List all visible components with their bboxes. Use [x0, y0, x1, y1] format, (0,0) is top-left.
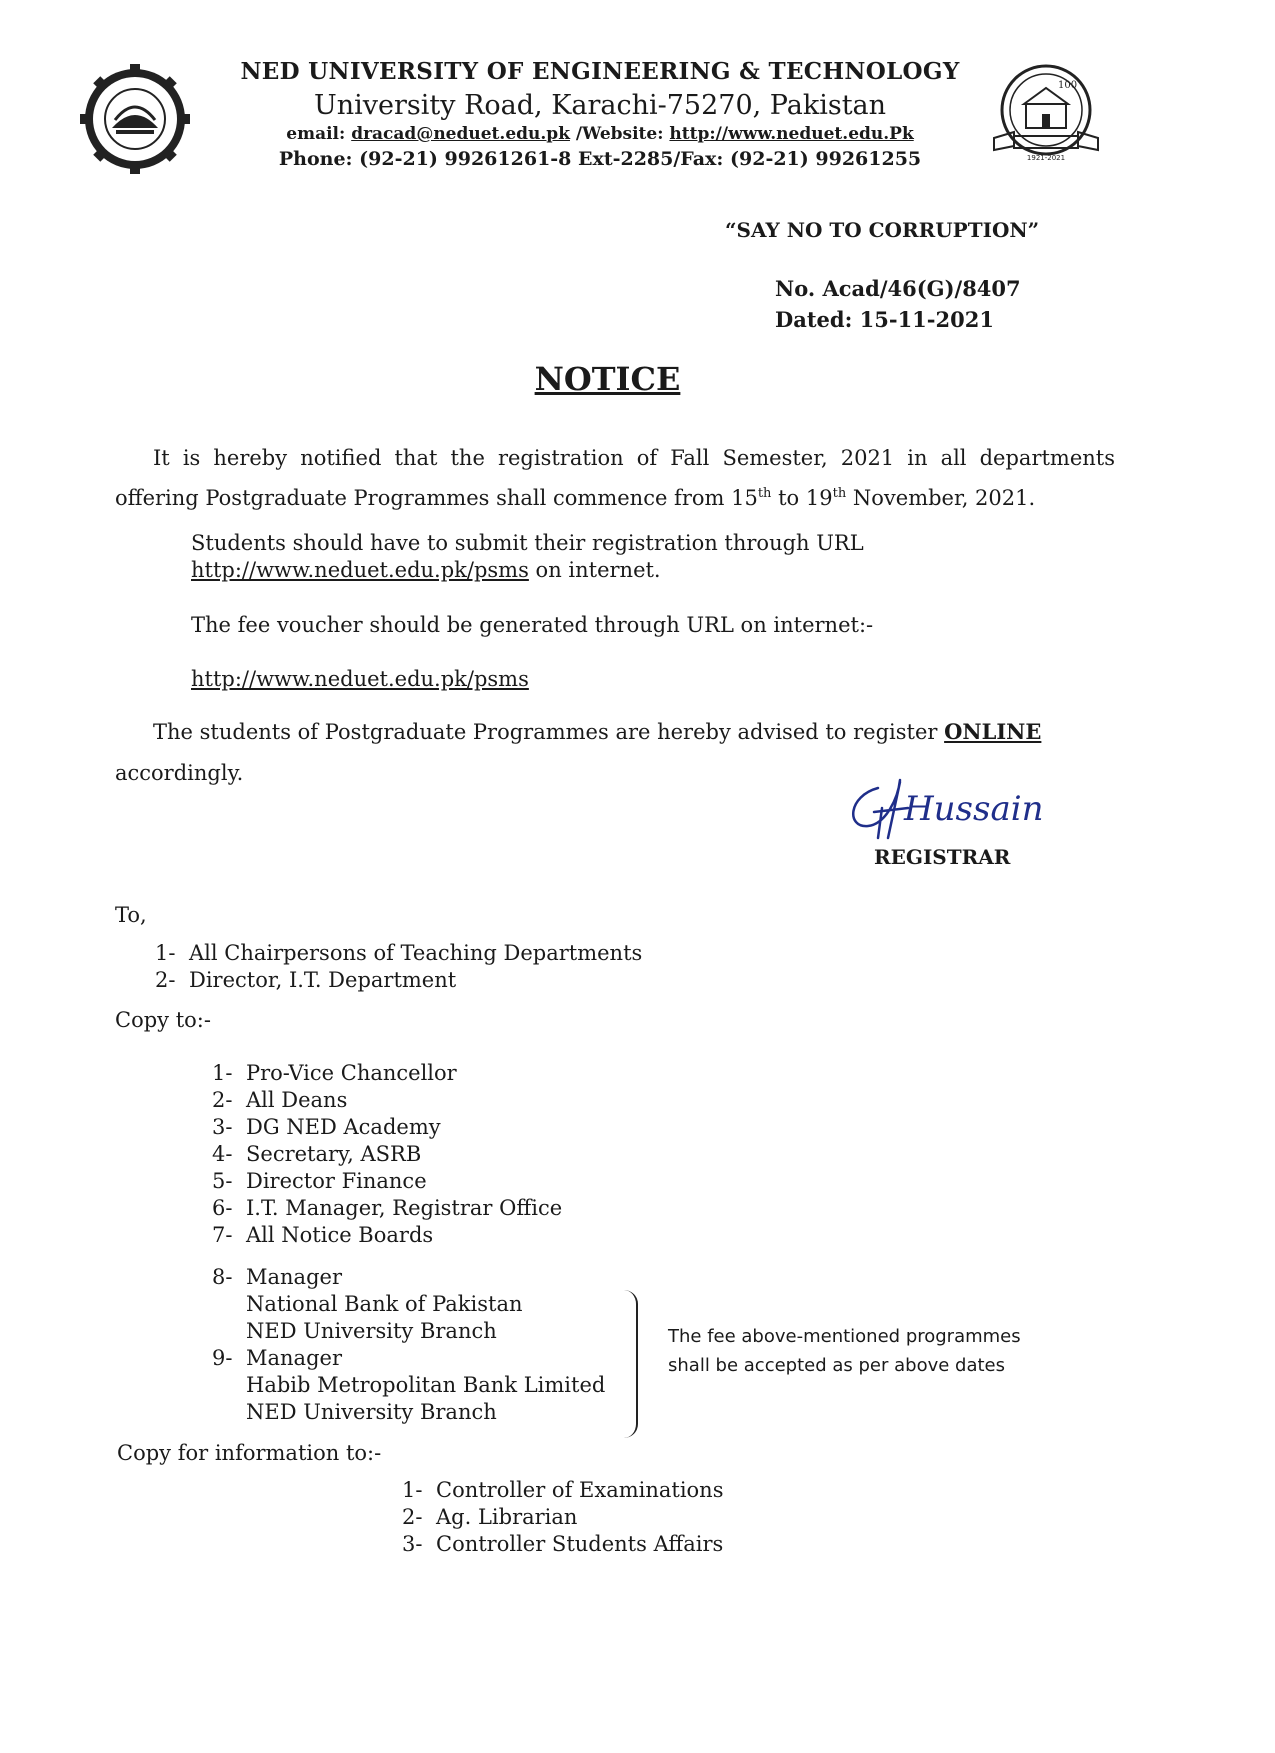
university-name: NED UNIVERSITY OF ENGINEERING & TECHNOLOGY	[240, 58, 960, 85]
bank-brace-bottom	[624, 1364, 638, 1438]
email-label: email:	[286, 124, 346, 144]
centenary-logo	[988, 60, 1104, 168]
list-item	[212, 1141, 562, 1168]
submission-tail: on internet.	[528, 558, 661, 582]
list-item	[212, 1222, 562, 1249]
fee-voucher-line: The fee voucher should be generated through URL on internet:-	[191, 613, 874, 637]
bank-line: Manager	[246, 1265, 342, 1289]
copy-info-list	[402, 1477, 724, 1558]
notice-title: NOTICE	[534, 360, 681, 398]
bank-fee-note	[668, 1322, 1021, 1380]
copy-info-heading: Copy for information to:-	[117, 1441, 382, 1465]
list-number: 4-	[212, 1142, 233, 1166]
bank-line: National Bank of Pakistan	[246, 1292, 523, 1316]
list-item	[402, 1531, 724, 1558]
registrar-signature	[838, 768, 1068, 848]
list-text: All Deans	[246, 1088, 348, 1112]
list-number: 9-	[212, 1346, 233, 1370]
list-item	[212, 1114, 562, 1141]
list-number: 6-	[212, 1196, 233, 1220]
list-text: Controller Students Affairs	[436, 1532, 724, 1556]
advice-line2: accordingly.	[115, 761, 244, 785]
bank-line: NED University Branch	[246, 1400, 497, 1424]
signature-text: Hussain	[904, 789, 1044, 829]
list-text: Pro-Vice Chancellor	[246, 1061, 457, 1085]
email-link[interactable]: dracad@neduet.edu.pk	[351, 124, 570, 144]
list-item	[402, 1477, 724, 1504]
phone-fax-line: Phone: (92-21) 99261261-8 Ext-2285/Fax: (92-21) 99261255	[278, 148, 922, 170]
submission-line: Students should have to submit their registration through URL	[191, 531, 864, 555]
advice-text: The students of Postgraduate Programmes are hereby advised to register	[153, 720, 945, 744]
bank-brace-top	[624, 1290, 638, 1364]
list-number: 1-	[212, 1061, 233, 1085]
bank-list	[212, 1264, 605, 1426]
reference-number: No. Acad/46(G)/8407	[775, 276, 1021, 301]
svg-text:100: 100	[1058, 80, 1078, 91]
paragraph1-part3: November, 2021.	[846, 486, 1036, 510]
list-number: 1-	[155, 941, 176, 965]
list-item	[212, 1087, 562, 1114]
contact-line	[230, 124, 970, 144]
bank-item	[212, 1264, 605, 1345]
list-item	[212, 1168, 562, 1195]
to-heading: To,	[115, 903, 147, 927]
list-number: 1-	[402, 1478, 423, 1502]
to-list	[155, 940, 642, 994]
university-address: University Road, Karachi-75270, Pakistan	[313, 90, 887, 121]
slogan: “SAY NO TO CORRUPTION”	[725, 218, 1040, 242]
list-text: All Chairpersons of Teaching Departments	[189, 941, 643, 965]
list-number: 8-	[212, 1265, 233, 1289]
list-item	[155, 967, 642, 994]
website-link[interactable]: http://www.neduet.edu.Pk	[669, 124, 914, 144]
paragraph1-part1: It is hereby notified that the registration of Fall Semester, 2021 in all departments offering Postgraduate Programmes shall commence from 15	[115, 446, 1115, 510]
psms-link-2[interactable]: http://www.neduet.edu.pk/psms	[191, 667, 529, 691]
list-text: Director, I.T. Department	[189, 968, 457, 992]
list-number: 2-	[212, 1088, 233, 1112]
paragraph1-sup1: th	[757, 486, 772, 501]
list-number: 5-	[212, 1169, 233, 1193]
list-number: 3-	[212, 1115, 233, 1139]
bank-line: Habib Metropolitan Bank Limited	[246, 1373, 606, 1397]
university-seal-logo	[80, 64, 190, 174]
list-text: I.T. Manager, Registrar Office	[246, 1196, 563, 1220]
list-item	[212, 1195, 562, 1222]
fee-note-line: shall be accepted as per above dates	[668, 1355, 1005, 1376]
submission-paragraph	[191, 530, 1091, 584]
list-text: Director Finance	[246, 1169, 427, 1193]
copy-to-list	[212, 1060, 562, 1249]
online-emphasis: ONLINE	[944, 719, 1042, 744]
psms-link-1[interactable]: http://www.neduet.edu.pk/psms	[191, 558, 529, 582]
list-item	[155, 940, 642, 967]
advice-paragraph	[153, 719, 1098, 745]
registrar-title: REGISTRAR	[874, 845, 1011, 869]
bank-line: NED University Branch	[246, 1319, 497, 1343]
list-number: 2-	[402, 1505, 423, 1529]
list-text: Secretary, ASRB	[246, 1142, 422, 1166]
paragraph1-sup2: th	[832, 486, 847, 501]
bank-line: Manager	[246, 1346, 342, 1370]
registration-paragraph	[115, 438, 1115, 518]
list-text: All Notice Boards	[246, 1223, 434, 1247]
svg-text:1921-2021: 1921-2021	[1026, 154, 1066, 162]
copy-to-heading: Copy to:-	[115, 1008, 211, 1032]
list-number: 3-	[402, 1532, 423, 1556]
website-label: /Website:	[575, 124, 664, 144]
list-number: 2-	[155, 968, 176, 992]
list-item	[212, 1060, 562, 1087]
paragraph1-part2: to 19	[771, 486, 833, 510]
list-text: DG NED Academy	[246, 1115, 441, 1139]
notice-date: Dated: 15-11-2021	[775, 307, 994, 332]
list-text: Controller of Examinations	[436, 1478, 724, 1502]
bank-item	[212, 1345, 605, 1426]
list-item	[402, 1504, 724, 1531]
list-text: Ag. Librarian	[436, 1505, 578, 1529]
list-number: 7-	[212, 1223, 233, 1247]
fee-note-line: The fee above-mentioned programmes	[668, 1326, 1021, 1347]
